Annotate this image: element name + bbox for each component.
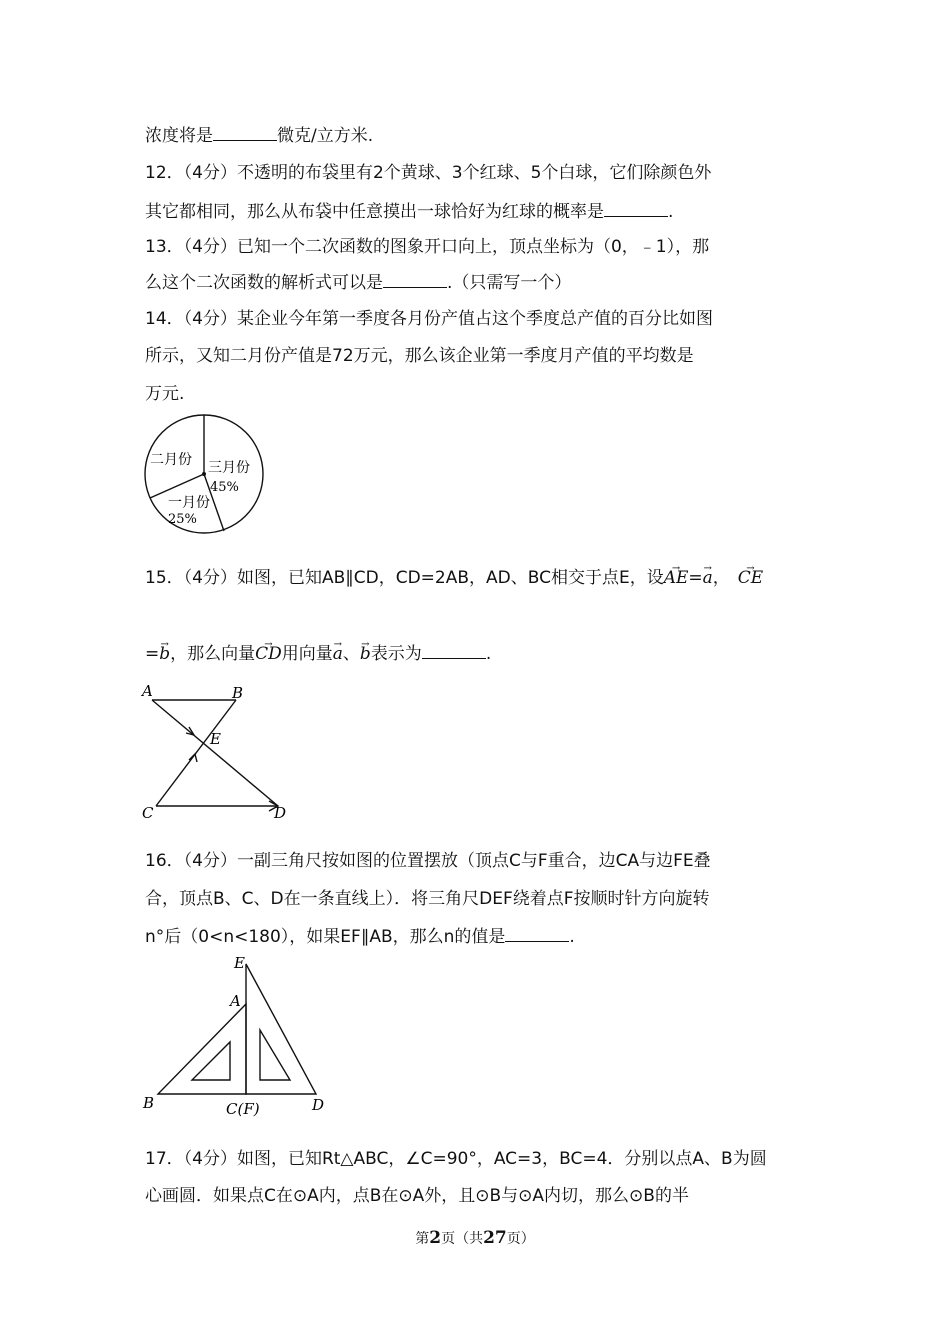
vector-b: → b: [360, 644, 371, 664]
answer-blank: [422, 642, 486, 659]
q12-line1: 12．（4分）不透明的布袋里有2个黄球、3个红球、5个白球，它们除颜色外: [145, 163, 712, 183]
point-label-b: B: [143, 1094, 155, 1112]
vector-a: → a: [333, 644, 343, 664]
q14-line1: 14．（4分）某企业今年第一季度各月份产值占这个季度总产值的百分比如图: [145, 309, 713, 329]
point-label-c: C: [142, 804, 154, 822]
vector-ce: → CE: [738, 568, 763, 588]
segment-ad: [152, 700, 278, 806]
q14-line2: 所示，又知二月份产值是72万元，那么该企业第一季度月产值的平均数是: [145, 346, 694, 366]
triangle-rulers-figure: [140, 952, 340, 1122]
q17-line2: 心画圆．如果点C在⊙A内，点B在⊙A外，且⊙B与⊙A内切，那么⊙B的半: [145, 1186, 689, 1206]
page-number: 2: [429, 1228, 442, 1248]
point-label-a: A: [230, 992, 241, 1010]
vector-ae: → AE: [664, 568, 689, 588]
q17-line1: 17．（4分）如图，已知Rt△ABC，∠C=90°，AC=3，BC=4．分别以点A、B为圆: [145, 1149, 767, 1169]
q15-line2: =→ b，那么向量→ CD用向量→ a、→ b表示为 .: [145, 642, 491, 665]
q16-line2: 合，顶点B、C、D在一条直线上）．将三角尺DEF绕着点F按顺时针方向旋转: [145, 889, 710, 909]
pie-label-mar: 三月份: [208, 460, 250, 476]
answer-blank: [213, 124, 277, 141]
answer-blank: [383, 271, 447, 288]
vector-b: → b: [159, 644, 170, 664]
point-label-e: E: [234, 954, 245, 972]
answer-blank: [505, 925, 569, 942]
q13-line2: 么这个二次函数的解析式可以是 .（只需写一个）: [145, 273, 572, 293]
pie-center: [202, 472, 206, 476]
q16-line1: 16．（4分）一副三角尺按如图的位置摆放（顶点C与F重合，边CA与边FE叠: [145, 851, 711, 871]
q11-tail: 浓度将是 微克/立方米.: [145, 126, 374, 146]
geometry-figure-15: [140, 682, 300, 822]
q15-line1: 15．（4分）如图，已知AB∥CD，CD=2AB，AD、BC相交于点E，设→ AE=→ a，→ CE: [145, 567, 763, 589]
triangle-abc-inner: [192, 1042, 230, 1080]
point-label-b: B: [232, 684, 244, 702]
q13-line1: 13．（4分）已知一个二次函数的图象开口向上，顶点坐标为（0，﹣1），那: [145, 237, 710, 257]
point-label-e: E: [210, 730, 221, 748]
point-label-d: D: [274, 804, 287, 822]
pie-label-feb: 二月份: [150, 452, 192, 468]
arrow-ae-icon: [186, 727, 194, 735]
segment-bc: [156, 700, 236, 806]
point-label-cf: C(F): [226, 1100, 260, 1118]
page-total: 27: [483, 1228, 507, 1248]
point-label-a: A: [142, 682, 153, 700]
pie-chart-figure: [140, 412, 270, 537]
pie-label-jan: 一月份: [168, 495, 210, 511]
pie-label-mar-pct: 45%: [210, 480, 239, 495]
page-footer: 第2页（共27页）: [415, 1228, 535, 1248]
q14-line3: 万元.: [145, 384, 185, 404]
pie-label-jan-pct: 25%: [168, 512, 197, 527]
answer-blank: [604, 200, 668, 217]
vector-cd: → CD: [255, 644, 282, 664]
q16-line3: n°后（0<n<180），如果EF∥AB，那么n的值是 .: [145, 927, 575, 947]
point-label-d: D: [312, 1096, 325, 1114]
q12-line2: 其它都相同，那么从布袋中任意摸出一球恰好为红球的概率是 .: [145, 202, 674, 222]
triangle-def: [246, 964, 316, 1094]
vector-a: → a: [703, 568, 713, 588]
